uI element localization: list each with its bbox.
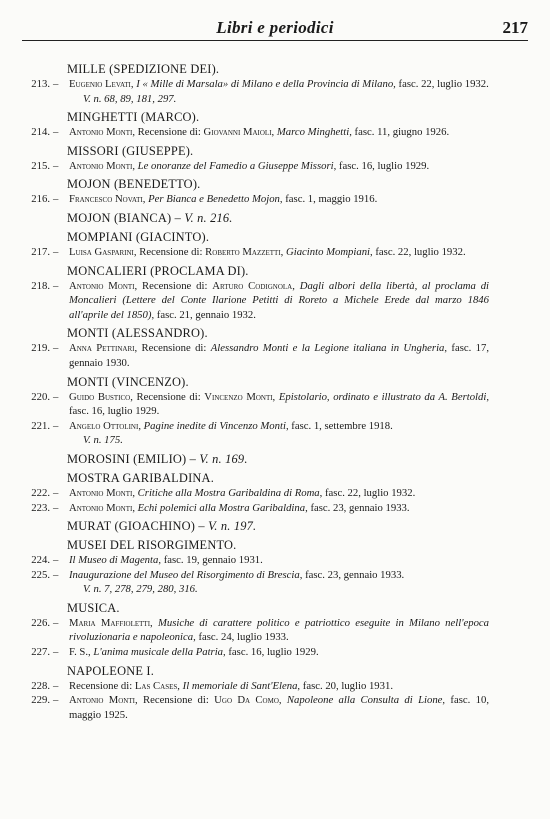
entry-text-run: , (271, 126, 277, 139)
entry-body (67, 501, 489, 516)
entry-number: 217. (31, 245, 50, 258)
entry-dash: – (53, 419, 59, 432)
entry-body (67, 616, 489, 645)
index-entry (31, 486, 489, 501)
heading-text: MOJON (BENEDETTO). (67, 177, 201, 192)
entry-number: 228. (31, 679, 50, 692)
entry-body (67, 553, 489, 568)
entry-text-run: L'anima musicale della Patria (93, 646, 224, 659)
entry-text-run: Arturo Codignola (212, 279, 293, 292)
entry-text-run: , fasc. 20, luglio 1931. (297, 679, 394, 692)
section-heading (67, 176, 550, 192)
entry-text-run: , (150, 616, 158, 629)
index-entry (31, 616, 490, 645)
cross-reference: V. n. 169. (199, 451, 248, 466)
entry-text-run: , (132, 501, 138, 514)
entry-dash: – (53, 501, 59, 514)
entry-text-run: Il Museo di Magenta (69, 554, 159, 567)
entry-text-run: Antonio Monti (69, 501, 133, 514)
entry-number: 222. (31, 486, 50, 499)
running-header (22, 14, 528, 41)
entry-text-run: Musiche di carattere politico e patriottico eseguite in Milano nell'epoca rivoluzionaria e napoleonica (69, 616, 490, 644)
entry-text-run: , fasc. 1, maggio 1916. (279, 193, 378, 206)
entry-text-run: Antonio Monti (69, 126, 133, 139)
section-heading (67, 537, 550, 553)
entry-dash: – (53, 694, 59, 707)
section-heading (67, 470, 550, 486)
entry-number: 220. (31, 390, 50, 403)
entry-text-run: , (177, 679, 183, 692)
entry-text-run: Le onoranze del Famedio a Giuseppe Missori (137, 159, 334, 172)
entry-text-run: Critiche alla Mostra Garibaldina di Roma (137, 486, 320, 499)
section-heading: MURAT (GIOACHINO) – V. n. 197. (67, 519, 257, 534)
entry-text-run: Alessandro Monti e la Legione italiana in Ungheria (210, 342, 445, 355)
entry-number: 224. (31, 554, 50, 567)
index-entry (31, 341, 489, 370)
entry-dash: – (53, 616, 59, 629)
entry-text-run: Napoleone alla Consulta di Lione (286, 694, 443, 707)
entry-text-run: , fasc. 23, gennaio 1933. (299, 568, 405, 581)
index-content (0, 58, 550, 722)
entry-text-run: V. n. 68, 89, 181, 297. (83, 92, 177, 105)
index-entry (31, 553, 489, 568)
entry-text-run: , Recensione di: (134, 342, 211, 355)
entry-number: 225. (31, 568, 50, 581)
entry-dash: – (53, 342, 59, 355)
section-heading (67, 663, 550, 679)
entry-text-run: , fasc. 24, luglio 1933. (193, 631, 289, 644)
section-heading: MOROSINI (EMILIO) – V. n. 169. (67, 451, 248, 466)
entry-body (67, 568, 489, 597)
index-entry (31, 679, 489, 694)
section-heading (67, 374, 550, 390)
entry-text-run: , fasc. 16, luglio 1929. (333, 159, 430, 172)
entry-text-run: , (88, 646, 94, 659)
entry-see-also (83, 433, 489, 448)
entry-text-run: Giovanni Maioli (203, 126, 272, 139)
entry-text-run: , Recensione di: (134, 694, 215, 707)
entry-text-run: , Recensione di: (132, 126, 204, 139)
entry-dash: – (53, 568, 59, 581)
heading-text: MISSORI (GIUSEPPE). (67, 143, 194, 158)
entry-text-run: Luisa Gasparini (69, 245, 134, 258)
entry-text-run: , fasc. 19, gennaio 1931. (158, 554, 263, 567)
entry-text-run: Epistolario, ordinato e illustrato da A. Bertoldi (278, 390, 487, 403)
entry-number: 219. (31, 342, 50, 355)
entry-text-run: , fasc. 11, giugno 1926. (349, 126, 450, 139)
section-heading (67, 600, 550, 616)
entry-text-run: Pagine inedite di Vincenzo Monti (143, 419, 286, 432)
entry-body (67, 341, 489, 370)
entry-body (67, 486, 489, 501)
entry-number: 215. (31, 159, 50, 172)
entry-number: 223. (31, 501, 50, 514)
entry-text-run: Per Bianca e Benedetto Mojon (148, 193, 280, 206)
index-entry (31, 159, 489, 174)
entry-text-run: , (278, 694, 287, 707)
entry-text-run: Antonio Monti (69, 486, 133, 499)
heading-text: NAPOLEONE I. (67, 663, 155, 678)
entry-text-run: Inaugurazione del Museo del Risorgimento di Brescia (69, 568, 300, 581)
entry-number: 214. (31, 126, 50, 139)
heading-text: MUSEI DEL RISORGIMENTO. (67, 538, 237, 553)
entry-text-run: Antonio Monti (69, 159, 133, 172)
entry-dash: – (53, 126, 59, 139)
index-entry (31, 279, 490, 323)
entry-see-also (83, 582, 489, 597)
entry-dash: – (53, 646, 59, 659)
entry-text-run: Roberto Mazzetti (205, 245, 281, 258)
heading-text: MONTI (ALESSANDRO). (67, 326, 208, 341)
entry-text-run: Dagli albori della libertà, al proclama di Moncalieri (Lettere del Conte Ilarione Petitti di Roreto a Michele Erede dal marzo 1846 all'aprile del 1850) (69, 279, 490, 321)
entry-body (67, 125, 489, 140)
running-title: Libri e periodici (216, 18, 334, 37)
entry-text-run: , Recensione di: (130, 390, 205, 403)
heading-text: MOJON (BIANCA) (67, 210, 172, 225)
entry-text-run: , (280, 245, 287, 258)
entry-text-run: Maria Maffioletti (69, 616, 151, 629)
entry-number: 221. (31, 419, 50, 432)
heading-text: MOSTRA GARIBALDINA. (67, 470, 214, 485)
entry-text-run: Ugo Da Como (214, 694, 279, 707)
entry-text-run: , fasc. 16, luglio 1929. (223, 646, 319, 659)
entry-text-run: , fasc. 10, maggio 1925. (69, 694, 489, 721)
entry-text-run: , fasc. 17, gennaio 1930. (69, 342, 489, 369)
entry-text-run: Marco Minghetti (276, 126, 350, 139)
heading-text: MONTI (VINCENZO). (67, 374, 189, 389)
entry-body (67, 419, 489, 448)
entry-text-run: Francesco Novati (69, 193, 143, 206)
section-heading (67, 143, 550, 159)
entry-dash: – (53, 554, 59, 567)
entry-text-run: Echi polemici alla Mostra Garibaldina (137, 501, 306, 514)
index-entry (31, 77, 489, 106)
entry-body (67, 159, 489, 174)
entry-text-run: , (132, 486, 138, 499)
heading-text: MOROSINI (EMILIO) (67, 451, 187, 466)
section-heading (67, 109, 550, 125)
heading-text: MURAT (GIOACHINO) (67, 519, 196, 534)
entry-dash: – (53, 390, 59, 403)
entry-text-run: , (272, 390, 279, 403)
entry-number: 213. (31, 78, 50, 90)
entry-text-run: , fasc. 23, gennaio 1933. (305, 501, 410, 514)
heading-text: MOMPIANI (GIACINTO). (67, 229, 210, 244)
index-entry (31, 192, 489, 207)
page-number: 217 (502, 18, 528, 37)
entry-text-run: Guido Bustico (69, 390, 131, 403)
entry-dash: – (53, 279, 59, 292)
entry-body (67, 192, 489, 207)
entry-text-run: Angelo Ottolini (69, 419, 139, 432)
section-heading (67, 229, 550, 245)
entry-text-run: , Recensione di: (134, 279, 213, 292)
entry-dash: – (53, 78, 59, 90)
entry-body (67, 693, 489, 722)
entry-text-run: , (138, 419, 144, 432)
entry-text-run: Las Cases (134, 679, 178, 692)
entry-body (67, 390, 489, 419)
entry-body (67, 679, 489, 694)
entry-text-run: , (292, 279, 300, 292)
entry-see-also (83, 92, 489, 107)
entry-text-run: , (130, 78, 137, 90)
entry-text-run: , Recensione di: (133, 245, 206, 258)
entry-dash: – (53, 486, 59, 499)
entry-text-run: Giacinto Mompiani (286, 245, 371, 258)
entry-text-run: , fasc. 21, gennaio 1932. (151, 308, 256, 321)
entry-text-run: , fasc. 22, luglio 1932. (370, 245, 466, 258)
entry-text-run: Vincenzo Monti (204, 390, 273, 403)
entry-text-run: fasc. 22, luglio 1932. (395, 78, 489, 90)
entry-text-run: , fasc. 22, luglio 1932. (319, 486, 416, 499)
index-entry (31, 390, 489, 419)
entry-dash: – (53, 679, 59, 692)
entry-text-run: Eugenio Levati (69, 78, 131, 90)
index-entry (31, 125, 489, 140)
entry-text-run: Antonio Monti (69, 694, 135, 707)
entry-body (67, 645, 489, 660)
entry-number: 216. (31, 193, 50, 206)
heading-text: MILLE (SPEDIZIONE DEI). (67, 62, 220, 76)
section-heading (67, 61, 550, 77)
entry-number: 226. (31, 616, 50, 629)
heading-text: MUSICA. (67, 600, 120, 615)
entry-text-run: Antonio Monti (69, 279, 135, 292)
entry-dash: – (53, 159, 59, 172)
index-entry (31, 501, 489, 516)
entry-text-run: V. n. 7, 278, 279, 280, 316. (83, 583, 198, 596)
entry-body (67, 279, 489, 323)
entry-text-run: , fasc. 16, luglio 1929. (69, 390, 489, 418)
index-entry (31, 568, 489, 597)
heading-text: MONCALIERI (PROCLAMA DI). (67, 263, 249, 278)
section-heading: MOJON (BIANCA) – V. n. 216. (67, 210, 233, 225)
entry-text-run: Recensione di: (69, 679, 135, 692)
cross-reference: V. n. 197. (208, 519, 257, 534)
cross-reference: V. n. 216. (184, 210, 233, 225)
index-entry (31, 693, 489, 722)
index-entry (31, 419, 489, 448)
index-entry (31, 245, 489, 260)
heading-text: MINGHETTI (MARCO). (67, 110, 200, 125)
entry-text-run: Il memoriale di Sant'Elena (182, 679, 298, 692)
entry-text-run: , (142, 193, 149, 206)
entry-text-run: , fasc. 1, settembre 1918. (285, 419, 393, 432)
entry-body (67, 77, 489, 106)
entry-body (67, 245, 489, 260)
entry-text-run: Anna Pettinari (69, 342, 135, 355)
entry-dash: – (53, 245, 59, 258)
section-heading (67, 325, 550, 341)
entry-text-run: F. S. (69, 646, 89, 659)
entry-number: 229. (31, 694, 50, 707)
entry-number: 227. (31, 646, 50, 659)
entry-text-run: , (132, 159, 138, 172)
entry-text-run: I « Mille di Marsala» di Milano e della Provincia di Milano, (136, 78, 396, 90)
index-entry (31, 645, 489, 660)
section-heading (67, 263, 550, 279)
entry-dash: – (53, 193, 59, 206)
entry-number: 218. (31, 279, 50, 292)
entry-text-run: V. n. 175. (83, 434, 123, 447)
